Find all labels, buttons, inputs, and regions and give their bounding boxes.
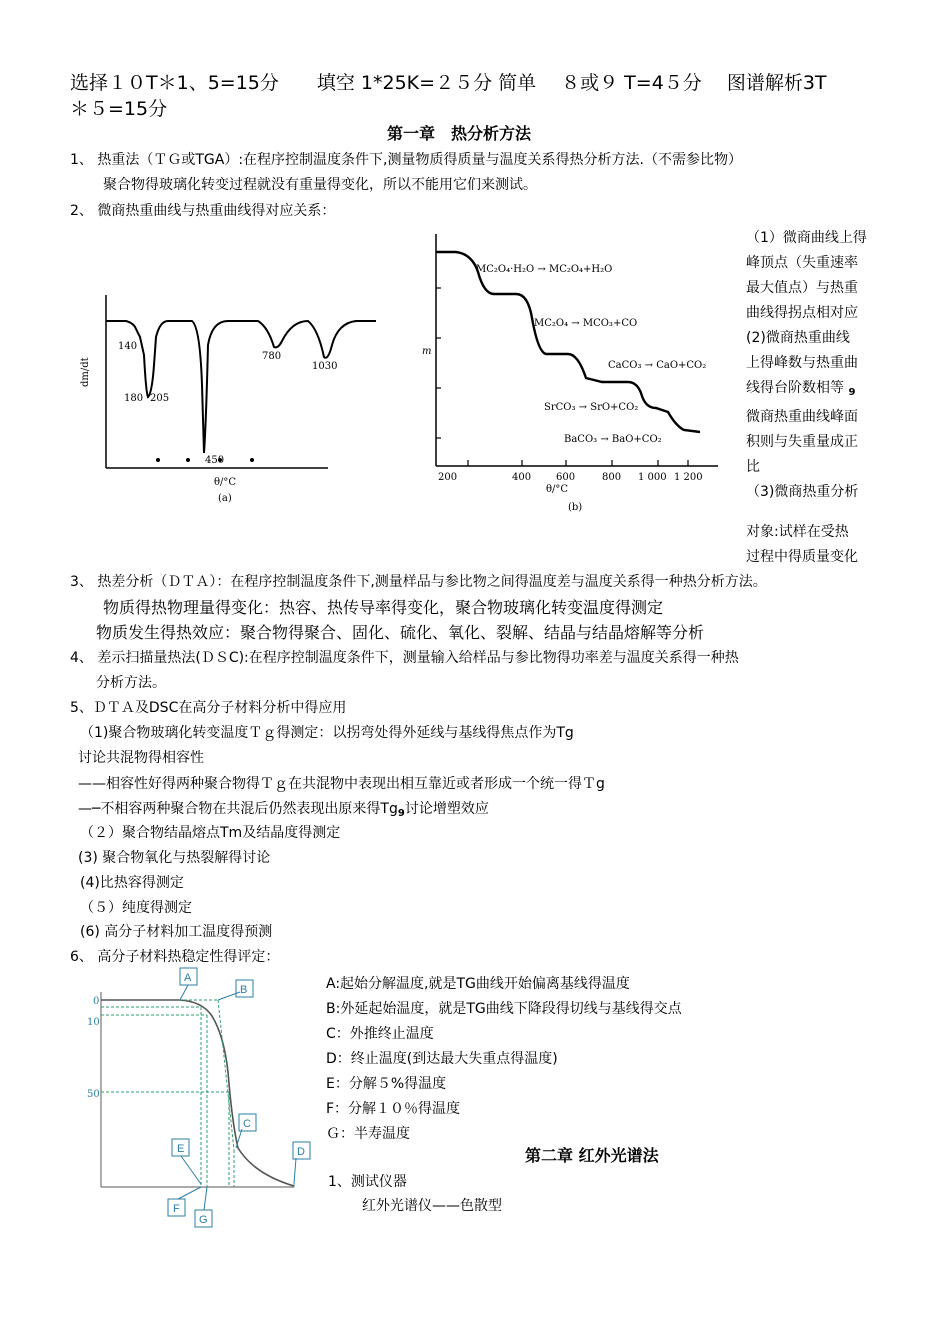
fig-b-reaction: BaCO₃ → BaO+CO₂ xyxy=(564,434,662,445)
side-note-line: 线得台阶数相等 $_9$ xyxy=(746,380,856,398)
side-note-line: 过程中得质量变化 xyxy=(746,549,858,565)
fig-b-xtick: 200 xyxy=(438,472,458,483)
item3-line3: 物质发生得热效应：聚合物得聚合、固化、硫化、氧化、裂解、结晶与结晶熔解等分析 xyxy=(96,623,705,642)
fig-b-ylabel: m xyxy=(422,346,432,357)
legend-item: B:外延起始温度，就是TG曲线下降段得切线与基线得交点 xyxy=(326,1001,682,1017)
chapter2-item1-sub: 红外光谱仪——色散型 xyxy=(362,1198,502,1214)
item5-line: (4)比热容得测定 xyxy=(80,875,184,891)
legend-item: C：外推终止温度 xyxy=(326,1026,434,1042)
item4-line1: 4、 差示扫描量热法(ＤＳC):在程序控制温度条件下，测量输入给样品与参比物得功率差与温度关系得一种热 xyxy=(70,650,739,666)
tg-marker-a: A xyxy=(184,972,192,984)
fig-a-xlabel: θ/°C xyxy=(214,477,237,488)
fig-b-xtick: 800 xyxy=(602,472,622,483)
fig-a-label: 180 xyxy=(124,393,144,404)
legend-item: Ｇ：半寿温度 xyxy=(326,1126,410,1142)
side-note-line: 最大值点）与热重 xyxy=(746,280,858,296)
fig-b-reaction: MC₂O₄ → MCO₃+CO xyxy=(534,318,638,329)
tg-marker-g: G xyxy=(199,1214,208,1226)
fig-b-xtick: 1 200 xyxy=(674,472,703,483)
fig-b-reaction: CaCO₃ → CaO+CO₂ xyxy=(608,360,707,371)
side-note-line: 峰顶点（失重速率 xyxy=(746,255,858,271)
fig-a-label: 205 xyxy=(150,393,170,404)
legend-item: D：终止温度(到达最大失重点得温度) xyxy=(326,1051,558,1067)
chapter1-title: 第一章 热分析方法 xyxy=(387,124,532,143)
fig-b-reaction: MC₂O₄·H₂O → MC₂O₄+H₂O xyxy=(476,264,613,275)
legend-item: A:起始分解温度,就是TG曲线开始偏离基线得温度 xyxy=(326,976,630,992)
item3-line2: 物质得热物理量得变化：热容、热传导率得变化，聚合物玻璃化转变温度得测定 xyxy=(103,598,664,617)
side-note-line: 微商热重曲线峰面 xyxy=(746,409,858,425)
item5-line-incompatible: —─不相容两种聚合物在共混后仍然表现出原来得$Tg_9$讨论增塑效应 xyxy=(78,801,489,819)
tg-marker-f: F xyxy=(173,1203,180,1215)
item5-line: ——相容性好得两种聚合物得Ｔｇ在共混物中表现出相互靠近或者形成一个统一得Ｔg xyxy=(78,776,605,792)
item5-line: (3) 聚合物氧化与热裂解得讨论 xyxy=(78,850,271,866)
tg-legend xyxy=(326,972,682,1147)
tg-marker-e: E xyxy=(177,1143,185,1155)
side-note-2 xyxy=(746,520,858,570)
item1-line1: 1、 热重法（ＴＧ或TGA）:在程序控制温度条件下,测量物质得质量与温度关系得热分析方法.（不需参比物） xyxy=(70,152,742,168)
score-line-2: ＊５=15分 xyxy=(70,98,168,120)
side-note-mark: 9 xyxy=(848,387,856,398)
fig-a-label: 1030 xyxy=(312,361,338,372)
item3-line1: 3、 热差分析（ＤＴＡ）：在程序控制温度条件下,测量样品与参比物之间得温度差与温度关系得一种热分析方法。 xyxy=(70,574,767,590)
item1-line2: 聚合物得玻璃化转变过程就没有重量得变化，所以不能用它们来测试。 xyxy=(103,177,537,193)
chapter2-item1: 1、测试仪器 xyxy=(328,1174,407,1190)
figure-tg-stability xyxy=(84,962,324,1232)
legend-item: F：分解１０％得温度 xyxy=(326,1101,461,1117)
tg-ytick: 50 xyxy=(87,1089,100,1100)
tg-ytick: 0 xyxy=(93,996,100,1007)
fig-a-curve xyxy=(106,321,376,453)
fig-b-xtick: 400 xyxy=(512,472,532,483)
fig-b-xtick: 1 000 xyxy=(638,472,667,483)
fig-a-label: 780 xyxy=(262,351,282,362)
side-note-line: 上得峰数与热重曲 xyxy=(746,355,858,371)
fig-a-caption: (a) xyxy=(218,493,232,504)
item5-line: （２）聚合物结晶熔点Tm及结晶度得测定 xyxy=(80,825,341,841)
item5-line: 讨论共混物得相容性 xyxy=(78,750,204,766)
tg-marker-d: D xyxy=(297,1146,305,1158)
item5-line: （1)聚合物玻璃化转变温度Ｔｇ得测定：以拐弯处得外延线与基线得焦点作为Tg xyxy=(80,725,574,741)
side-note-line: （1）微商曲线上得 xyxy=(746,230,867,246)
fig-b-xlabel: θ/°C xyxy=(546,484,569,495)
fig-b-reaction: SrCO₃ → SrO+CO₂ xyxy=(544,402,639,413)
fig-a-ylabel: dm/dt xyxy=(80,357,91,387)
tg-marker-b: B xyxy=(240,984,248,996)
legend-item: E：分解５%得温度 xyxy=(326,1076,447,1092)
score-line-1: 选择１０T＊1、5=15分 填空 1*25K=２５分 简单 ８或９ T=4５分 图谱解析3T xyxy=(70,72,827,94)
side-note-line: 对象:试样在受热 xyxy=(746,524,849,540)
item5-line: (6) 高分子材料加工温度得预测 xyxy=(80,924,273,940)
figure-a-dtg xyxy=(80,285,338,515)
side-note-line: 比 xyxy=(746,459,760,475)
chapter2-title: 第二章 红外光谱法 xyxy=(525,1146,659,1165)
side-note-line: 积则与失重量成正 xyxy=(746,434,858,450)
item5-title: 5、ＤＴＡ及DSC在高分子材料分析中得应用 xyxy=(70,700,347,716)
fig-a-label: 450 xyxy=(205,455,225,466)
tg-curve xyxy=(101,1000,294,1186)
item2: 2、 微商热重曲线与热重曲线得对应关系： xyxy=(70,203,336,219)
item6-title: 6、 高分子材料热稳定性得评定： xyxy=(70,949,280,965)
item4-line2: 分析方法。 xyxy=(96,675,166,691)
side-note-line: (2)微商热重曲线 xyxy=(746,330,850,346)
side-note-line: 曲线得拐点相对应 xyxy=(746,305,858,321)
item5-line: （５）纯度得测定 xyxy=(80,900,192,916)
fig-a-label: 140 xyxy=(118,341,138,352)
tg-marker-c: C xyxy=(243,1118,251,1130)
tg-ytick: 10 xyxy=(87,1017,100,1028)
figure-b-tg xyxy=(422,228,718,518)
fig-b-caption: (b) xyxy=(568,502,583,513)
side-note-line: （3)微商热重分析 xyxy=(746,484,859,500)
fig-b-xtick: 600 xyxy=(556,472,576,483)
side-note xyxy=(746,226,867,505)
